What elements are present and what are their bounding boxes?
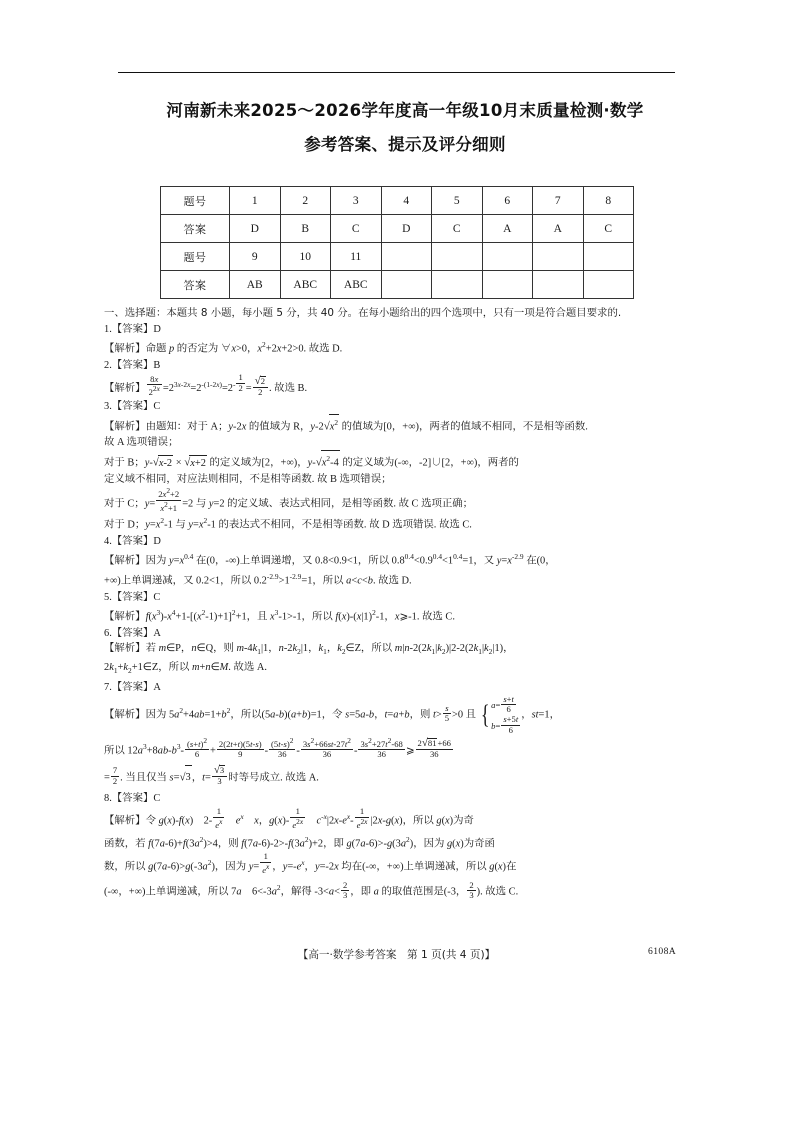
answer-line-1: 1.【答案】D bbox=[104, 324, 161, 335]
title-block bbox=[104, 96, 690, 160]
table-cell: C bbox=[432, 215, 483, 243]
case-b: b= $\frac{s+5t}{6}$ bbox=[491, 713, 519, 735]
table-cell bbox=[583, 243, 634, 271]
table-cell: 9 bbox=[230, 243, 281, 271]
page-footer: 【高一·数学参考答案 第 1 页(共 4 页)】 bbox=[297, 949, 496, 961]
answer-line-7: 7.【答案】A bbox=[104, 681, 161, 693]
section-heading bbox=[104, 306, 690, 321]
table-cell: C bbox=[583, 215, 634, 243]
table-row bbox=[161, 187, 634, 215]
table-cell: 11 bbox=[331, 243, 382, 271]
document-body bbox=[104, 96, 690, 904]
answer-line-3: 3.【答案】C bbox=[104, 400, 161, 412]
solution-5: 【解析】$f(x^3)-x^4+1-[(x^2-1)+1]^2+1$，且 $x^3-1>-1$，所以 $f(x)-(x|1)^2-1$，x⩾-1. 故选 C. bbox=[104, 608, 455, 623]
table-cell: D bbox=[381, 215, 432, 243]
table-header-cell: 答案 bbox=[161, 271, 230, 299]
table-cell bbox=[381, 243, 432, 271]
table-cell: 1 bbox=[230, 187, 281, 215]
question-block-1 bbox=[104, 322, 690, 357]
table-cell bbox=[533, 271, 584, 299]
solution-3: 【解析】由题知：对于 A；y-2x 的值域为 R，$y-2√x^2$ 的值域为[0，+∞)，两者的值域不相同，不是相等函数. 故 A 选项错误； 对于 B；y-√x-2 × √x+2 的定义域为[2，+∞)，$y-√x^2-4$ 的定义域为(-∞，-2]∪[2，+∞)，两者的 定义域不相同，对应法则相同，不是相等函数. 故 B 选项错误； 对于 C；y= $\frac{2x^2+2}{x^2+1}$ =2 与 y=2 的定义域、表达式相同，是相等函数. 故 C 选项正确； 对于 D；$y=x^2-1$ 与 $y=x^2-1$ 的表达式不相同，不是相等函数. 故 D 选项错误. 故选 C. bbox=[104, 414, 690, 533]
table-cell: AB bbox=[230, 271, 281, 299]
answer-line-2: 2.【答案】B bbox=[104, 360, 161, 372]
cases-group bbox=[491, 695, 521, 736]
table-cell: C bbox=[331, 215, 382, 243]
question-block-2 bbox=[104, 358, 690, 398]
table-cell bbox=[533, 243, 584, 271]
solution-1: 【解析】命题 p 的否定为 ∀x>0，$x^2+2x+2>0$. 故选 D. bbox=[104, 340, 343, 355]
table-cell: ABC bbox=[331, 271, 382, 299]
answer-line-5: 5.【答案】C bbox=[104, 592, 161, 604]
table-cell: 7 bbox=[533, 187, 584, 215]
table-cell bbox=[583, 271, 634, 299]
question-block-7 bbox=[104, 680, 690, 790]
answer-table-wrap bbox=[160, 186, 634, 299]
question-block-6 bbox=[104, 626, 690, 678]
table-cell: 10 bbox=[280, 243, 331, 271]
header-rule bbox=[118, 72, 675, 73]
question-block-3 bbox=[104, 399, 690, 533]
answer-line-6: 6.【答案】A bbox=[104, 628, 161, 640]
table-cell: ABC bbox=[280, 271, 331, 299]
table-cell bbox=[482, 243, 533, 271]
answer-line-8: 8.【答案】C bbox=[104, 793, 161, 805]
case-a: a= $\frac{s+t}{6}$ bbox=[491, 693, 514, 715]
table-cell bbox=[432, 271, 483, 299]
solution-6: 【解析】若 m∈P，n∈Q，则 $m-4k_1|1$，$n-2k_2|1$，$k_1$，$k_2\in Z$，所以 $m|n-2(2k_1|k_2)|2-2(2k_1|k_2|1)$， $2k_1+k_2+1\in Z$，所以 m+n∈M. 故选 A. bbox=[104, 642, 514, 676]
paper-code: 6108A bbox=[648, 946, 677, 957]
question-block-5 bbox=[104, 590, 690, 625]
solution-2: 【解析】 $\frac{8x}{2^{2x}}$ $=2^{3x-2x}=2^{-(1-2x)}=2^{- \frac{1}{2}}$ = $\frac{√2}{2}$ . 故选 B. bbox=[104, 372, 308, 398]
table-cell: D bbox=[230, 215, 281, 243]
answer-table bbox=[160, 186, 634, 299]
table-cell: 5 bbox=[432, 187, 483, 215]
table-cell: 4 bbox=[381, 187, 432, 215]
table-header-cell: 答案 bbox=[161, 215, 230, 243]
table-cell: 2 bbox=[280, 187, 331, 215]
table-row bbox=[161, 215, 634, 243]
question-block-4 bbox=[104, 534, 690, 589]
page-title: 河南新未来2025～2026学年度高一年级10月末质量检测·数学 bbox=[166, 101, 644, 120]
table-cell: 3 bbox=[331, 187, 382, 215]
table-cell: 6 bbox=[482, 187, 533, 215]
question-block-8 bbox=[104, 791, 690, 903]
table-cell: A bbox=[482, 215, 533, 243]
table-header-cell: 题号 bbox=[161, 187, 230, 215]
table-row bbox=[161, 271, 634, 299]
table-cell: A bbox=[533, 215, 584, 243]
table-cell bbox=[482, 271, 533, 299]
solution-8: 【解析】令 g(x)-f(x) 2- $\frac{1}{e^x}$ $e^x$ x，g(x)- $\frac{1}{e^{2x}}$ $c^{-x}|2x-e^x-$ $\frac{1}{e^{2x}}$ |2x-g(x)，所以 g(x)为奇 函数，若 $f(7a-6)+f(3a^2)>4$，则 $f(7a-6)-2>-f(3a^2)+2$，即 $g(7a-6)>-g(3a^2)$，因为 g(x)为奇函 数，所以 $g(7a-6)>g(-3a^2)$，因为 y= $\frac{1}{e^x}$ ，$y=-e^x$，y=-2x 均在(-∞，+∞)上单调递减，所以 g(x)在 (-∞，+∞)上单调递减，所以 7a $6<-3a^2$，解得 -3<a< $\frac{2}{3}$ ，即 a 的取值范围是(-3， $\frac{2}{3}$ ). 故选 C. bbox=[104, 805, 519, 901]
section-heading-text: 一、选择题：本题共 8 小题，每小题 5 分，共 40 分。在每小题给出的四个选项中，只有一项是符合题目要求的. bbox=[104, 307, 622, 319]
table-header-cell: 题号 bbox=[161, 243, 230, 271]
solution-7: 【解析】因为 $5a^2+4ab=1+b^2$，所以(5a-b)(a+b)=1，令 s=5a-b，t=a+b，则 t> $\frac{s}{5}$ >0 且 { a= $\frac{s+t}{6}$ b= $\frac{s+5t}{6}$ ，st=1， 所以 $12a^3+8ab-b^3-$ $\frac{(s+t)^2}{6}$ + $\frac{2(2t+t)(5t-s)}{9}$ - $\frac{(5t-s)^2}{36}$ - $\frac{3s^2+66st-27t^2}{36}$ - $\frac{3s^2+27t^2-68}{36}$ ⩾ $\frac{2√81+66}{36}$ = $\frac{7}{2}$ . 当且仅当 s=√3，t= $\frac{√3}{3}$ 时等号成立. 故选 A. bbox=[104, 695, 690, 790]
page-subtitle: 参考答案、提示及评分细则 bbox=[304, 135, 506, 154]
answer-line-4: 4.【答案】D bbox=[104, 536, 161, 548]
table-cell bbox=[432, 243, 483, 271]
table-row bbox=[161, 243, 634, 271]
table-cell: 8 bbox=[583, 187, 634, 215]
solution-4: 【解析】因为 $y=x^{0.4}$ 在(0，-∞)上单调递增，又 0.8<0.9<1，所以 $0.8^{0.4}<0.9^{0.4}<1^{0.4}=1$，又 $y=x^{-2.9}$ 在(0， +∞)上单调递减，又 0.2<1，所以 $0.2^{-2.9}>1^{-2.9}=1$，所以 a<c<b. 故选 D. bbox=[104, 552, 556, 587]
table-cell bbox=[381, 271, 432, 299]
table-cell: B bbox=[280, 215, 331, 243]
cases-brace: { bbox=[480, 699, 490, 729]
